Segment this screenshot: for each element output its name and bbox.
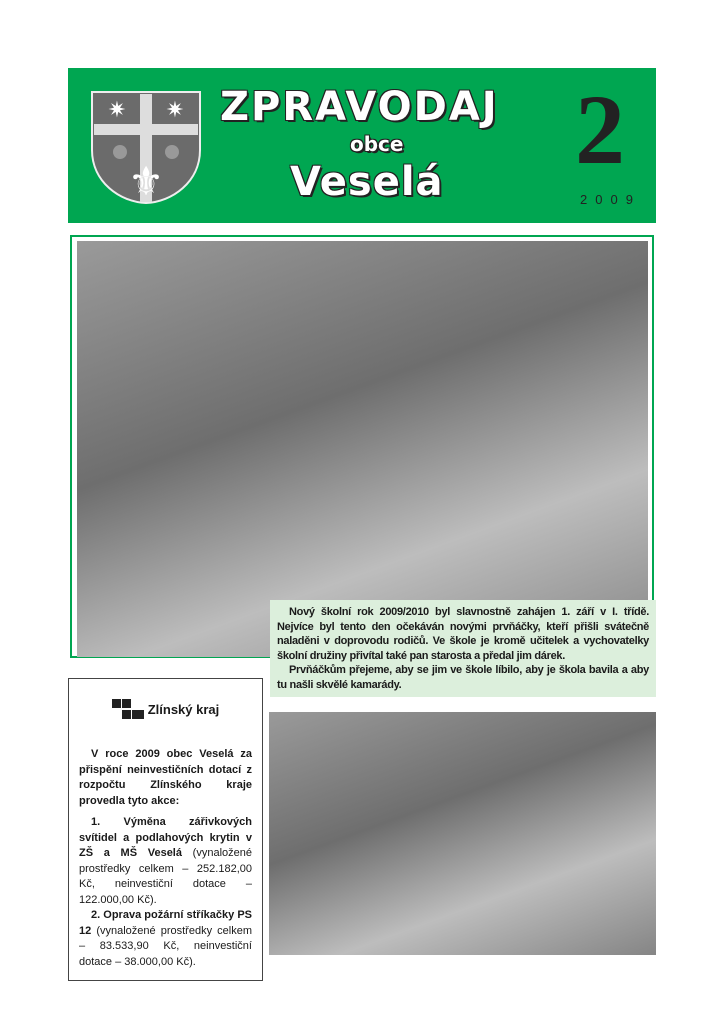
mayor-gift-photo	[269, 712, 656, 955]
newsletter-title: ZPRAVODAJ	[220, 84, 499, 130]
logo-text: Zlínský kraj	[147, 702, 220, 718]
zlin-region-logo	[79, 699, 252, 721]
issue-number: 2	[575, 74, 625, 185]
caption-paragraph: Nový školní rok 2009/2010 byl slavnostně zahájen 1. září v I. třídě. Nejvíce byl tento den očekáván novými prvňáčky, kteří přišli svátečně naladěni v doprovodu rodičů. Ve škole je kromě učitelek a vychovatelky školní družiny přivítal také pan starosta a předal jim dárek.	[277, 606, 649, 662]
zlin-region-box	[68, 678, 263, 981]
svg-text:✷: ✷	[107, 97, 127, 122]
village-name: Veselá	[290, 159, 444, 205]
caption-paragraph: Prvňáčkům přejeme, aby se jim ve škole líbilo, aby je škola bavila a aby tu našli skvělé kamarády.	[277, 664, 649, 691]
svg-text:⚜: ⚜	[128, 160, 164, 204]
region-squares-icon	[112, 699, 144, 721]
svg-text:✷: ✷	[165, 97, 185, 122]
action-item: 2. Oprava požární stříkačky PS 12 (vynaložené prostředky celkem – 83.533,90 Kč, neinvestiční dotace – 38.000,00 Kč).	[79, 909, 252, 968]
classroom-photo	[77, 241, 648, 657]
photo-caption	[270, 600, 656, 697]
issue-year: 2009	[580, 192, 641, 207]
coat-of-arms-logo	[90, 90, 202, 205]
action-item: 1. Výměna zářivkových svítidel a podlahových krytin v ZŠ a MŠ Veselá (vynaložené prostředky celkem – 252.182,00 Kč, neinvestiční dotace – 122.000,00 Kč).	[79, 816, 252, 906]
masthead	[68, 68, 656, 223]
intro-text: V roce 2009 obec Veselá za přispění neinvestičních dotací z rozpočtu Zlínského kraje provedla tyto akce:	[79, 748, 252, 807]
newsletter-subtitle: obce	[350, 132, 404, 156]
